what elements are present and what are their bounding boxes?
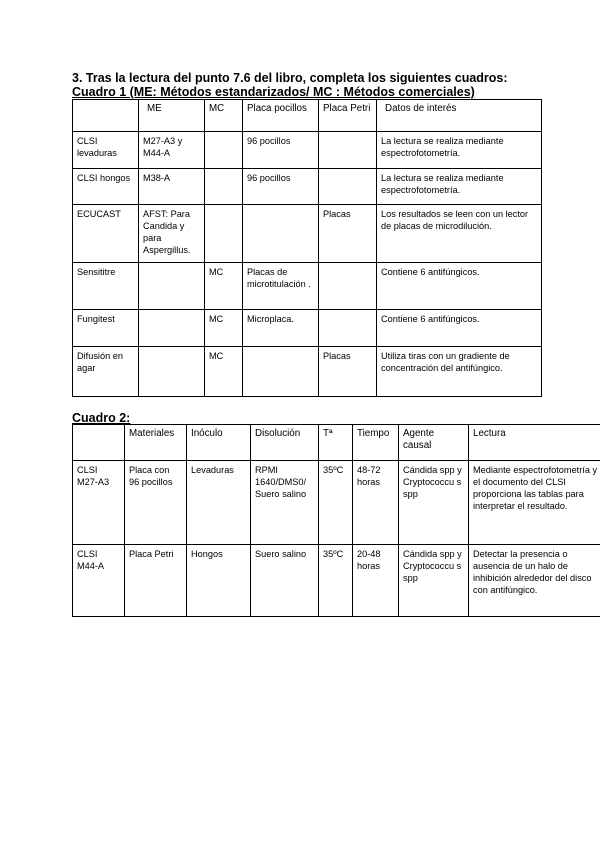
- header-cell: Disolución: [251, 425, 319, 461]
- table-cell: Suero salino: [251, 545, 319, 617]
- table-row: [73, 132, 542, 169]
- header-cell: MC: [205, 100, 243, 132]
- table-row: [73, 461, 600, 545]
- table-cell: AFST: Para Candida y para Aspergillus.: [139, 205, 205, 263]
- table-cell: RPMI 1640/DMS0/ Suero salino: [251, 461, 319, 545]
- table-header-row: [73, 100, 542, 132]
- table-cell: [139, 347, 205, 397]
- table-cell: [319, 169, 377, 205]
- header-cell: Materiales: [125, 425, 187, 461]
- table-cell: [139, 263, 205, 310]
- table-cell: Placas: [319, 347, 377, 397]
- cuadro-2-table: [72, 424, 600, 617]
- header-cell: Datos de interés: [377, 100, 542, 132]
- header-cell: ME: [139, 100, 205, 132]
- table-cell: 96 pocillos: [243, 132, 319, 169]
- cuadro-1-table: [72, 99, 542, 397]
- table-cell: [319, 132, 377, 169]
- table-cell: Fungitest: [73, 310, 139, 347]
- table-cell: Los resultados se leen con un lector de placas de microdilución.: [377, 205, 542, 263]
- table-cell: Cándida spp y Cryptococcu s spp: [399, 545, 469, 617]
- table-cell: [205, 205, 243, 263]
- cuadro-1-title: Cuadro 1 (ME: Métodos estandarizados/ MC : Métodos comerciales): [72, 85, 475, 99]
- header-cell: [73, 425, 125, 461]
- header-cell: Tiempo: [353, 425, 399, 461]
- table-row: [73, 205, 542, 263]
- table-row: [73, 169, 542, 205]
- table-cell: [139, 310, 205, 347]
- table-cell: Levaduras: [187, 461, 251, 545]
- table-cell: Contiene 6 antifúngicos.: [377, 263, 542, 310]
- table-cell: M38-A: [139, 169, 205, 205]
- table-cell: CLSI hongos: [73, 169, 139, 205]
- table-cell: 96 pocillos: [243, 169, 319, 205]
- header-cell: Inóculo: [187, 425, 251, 461]
- table-cell: CLSI M44-A: [73, 545, 125, 617]
- table-cell: [319, 310, 377, 347]
- table-cell: CLSI M27-A3: [73, 461, 125, 545]
- table-row: [73, 545, 600, 617]
- header-cell: Agente causal: [399, 425, 469, 461]
- header-cell: Placa Petri: [319, 100, 377, 132]
- table-cell: CLSI levaduras: [73, 132, 139, 169]
- table-row: [73, 310, 542, 347]
- table-cell: Cándida spp y Cryptococcu s spp: [399, 461, 469, 545]
- table-cell: MC: [205, 347, 243, 397]
- table-cell: Difusión en agar: [73, 347, 139, 397]
- header-cell: Tª: [319, 425, 353, 461]
- table-cell: ECUCAST: [73, 205, 139, 263]
- table-cell: Placa Petri: [125, 545, 187, 617]
- table-cell: [319, 263, 377, 310]
- table-cell: La lectura se realiza mediante espectrofotometría.: [377, 132, 542, 169]
- table-cell: [243, 347, 319, 397]
- table-cell: Utiliza tiras con un gradiente de concentración del antifúngico.: [377, 347, 542, 397]
- cuadro-2-title: Cuadro 2:: [72, 411, 131, 425]
- table-cell: Contiene 6 antifúngicos.: [377, 310, 542, 347]
- table-cell: 35ºC: [319, 461, 353, 545]
- table-cell: M27-A3 y M44-A: [139, 132, 205, 169]
- table-cell: 35ºC: [319, 545, 353, 617]
- table-cell: Detectar la presencia o ausencia de un halo de inhibición alrededor del disco con antifúngico.: [469, 545, 600, 617]
- table-cell: Microplaca.: [243, 310, 319, 347]
- table-row: [73, 347, 542, 397]
- header-cell: [73, 100, 139, 132]
- header-cell: Placa pocillos: [243, 100, 319, 132]
- table-cell: Hongos: [187, 545, 251, 617]
- table-cell: [205, 169, 243, 205]
- table-cell: Placas: [319, 205, 377, 263]
- table-cell: Mediante espectrofotometría y el documento del CLSI proporciona las tablas para interpretar el resultado.: [469, 461, 600, 545]
- table-cell: La lectura se realiza mediante espectrofotometría.: [377, 169, 542, 205]
- exercise-heading: 3. Tras la lectura del punto 7.6 del libro, completa los siguientes cuadros:: [72, 71, 508, 85]
- table-cell: 48-72 horas: [353, 461, 399, 545]
- table-cell: Sensititre: [73, 263, 139, 310]
- table-cell: MC: [205, 310, 243, 347]
- table-cell: [205, 132, 243, 169]
- table-cell: MC: [205, 263, 243, 310]
- table-header-row: [73, 425, 600, 461]
- table-row: [73, 263, 542, 310]
- table-cell: Placa con 96 pocillos: [125, 461, 187, 545]
- table-cell: Placas de microtitulación .: [243, 263, 319, 310]
- table-cell: [243, 205, 319, 263]
- header-cell: Lectura: [469, 425, 600, 461]
- table-cell: 20-48 horas: [353, 545, 399, 617]
